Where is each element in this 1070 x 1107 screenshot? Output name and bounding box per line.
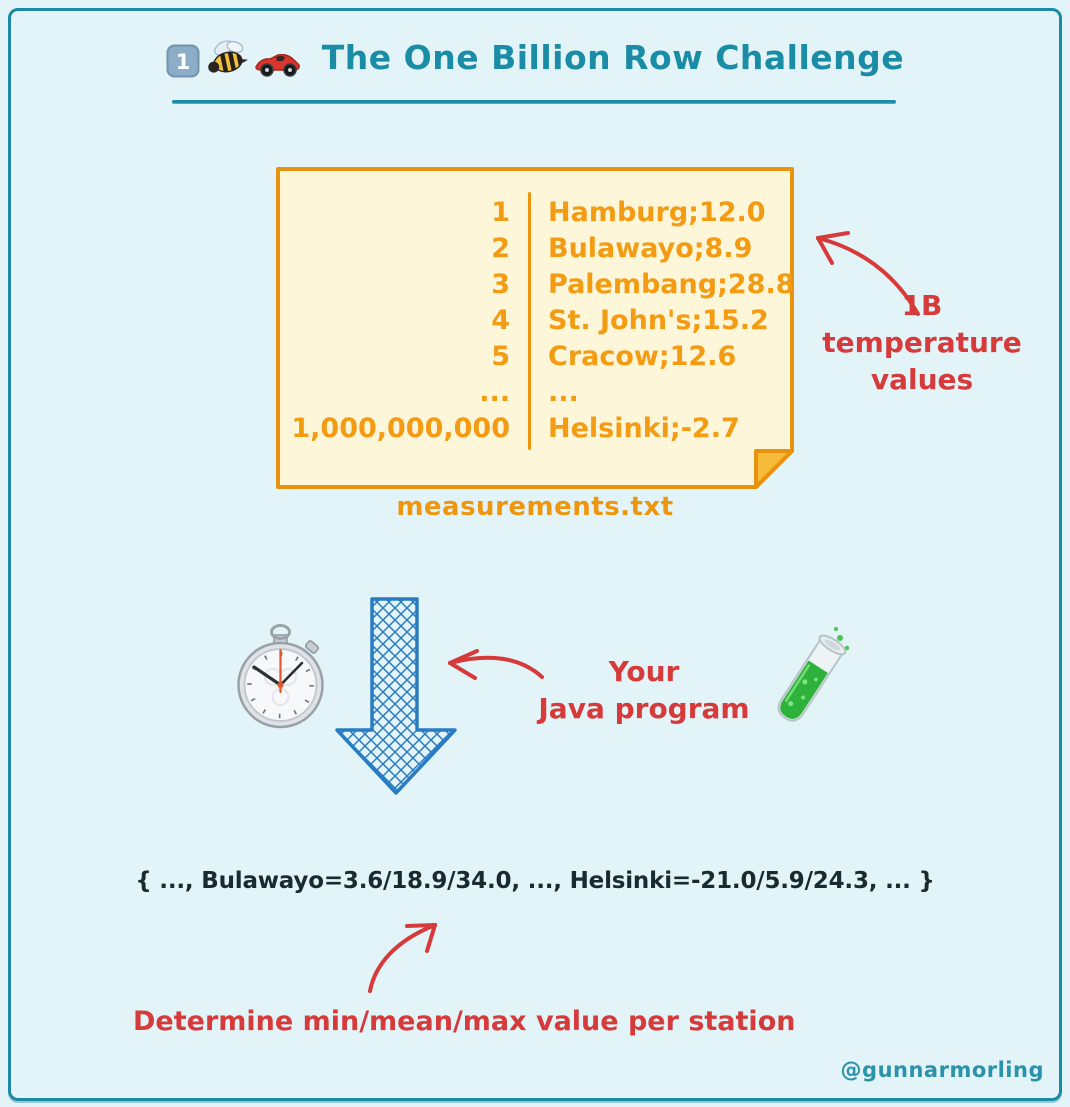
line-value: Cracow;12.6 [548,340,737,372]
header [0,36,1070,78]
note-lines [273,194,797,446]
line-value: Palembang;28.8 [548,268,795,300]
red-arrow-to-result-icon [355,915,451,997]
honeybee-icon [202,36,252,78]
note-fold-corner [756,451,792,487]
title-underline [172,100,896,104]
line-value: ... [548,376,579,408]
page-title: The One Billion Row Challenge [321,37,905,77]
program-label-line2: Java program [538,692,750,725]
note-line-row [273,374,797,410]
note-line-row [273,266,797,302]
stopwatch-icon [233,623,329,731]
note-line-row [273,194,797,230]
line-value: Helsinki;-2.7 [548,412,740,444]
your-java-program-label [536,653,752,727]
line-number: ... [479,376,510,408]
note-line-row [273,302,797,338]
note-line-row [273,338,797,374]
test-tube-icon [750,622,868,740]
line-value: Hamburg;12.0 [548,196,766,228]
result-line: { ..., Bulawayo=3.6/18.9/34.0, ..., Helsinki=-21.0/5.9/24.3, ... } [135,868,935,894]
red-arrow-to-down-arrow-icon [440,645,548,691]
line-number: 4 [491,304,510,336]
note-line-row [273,230,797,266]
temperature-values-label [806,287,1038,398]
line-value: St. John's;15.2 [548,304,769,336]
racing-car-icon [254,48,302,78]
title-emoji-group [166,36,302,78]
note-filename-label: measurements.txt [396,492,674,522]
line-number: 2 [491,232,510,264]
down-arrow-icon [335,596,459,798]
line-number: 5 [491,340,510,372]
line-number: 3 [491,268,510,300]
line-value: Bulawayo;8.9 [548,232,753,264]
program-label-line1: Your [608,655,680,688]
line-number: 1,000,000,000 [291,412,510,444]
svg-text:1: 1 [175,50,191,74]
note-line-row [273,410,797,446]
task-label: Determine min/mean/max value per station [133,1006,796,1037]
temperature-values-line2: values [870,363,974,396]
credit-label: @gunnarmorling [840,1058,1044,1082]
keycap-1-icon [166,44,200,78]
line-number: 1 [491,196,510,228]
temperature-values-line1: 1B temperature [822,289,1022,359]
measurements-note [273,164,797,492]
